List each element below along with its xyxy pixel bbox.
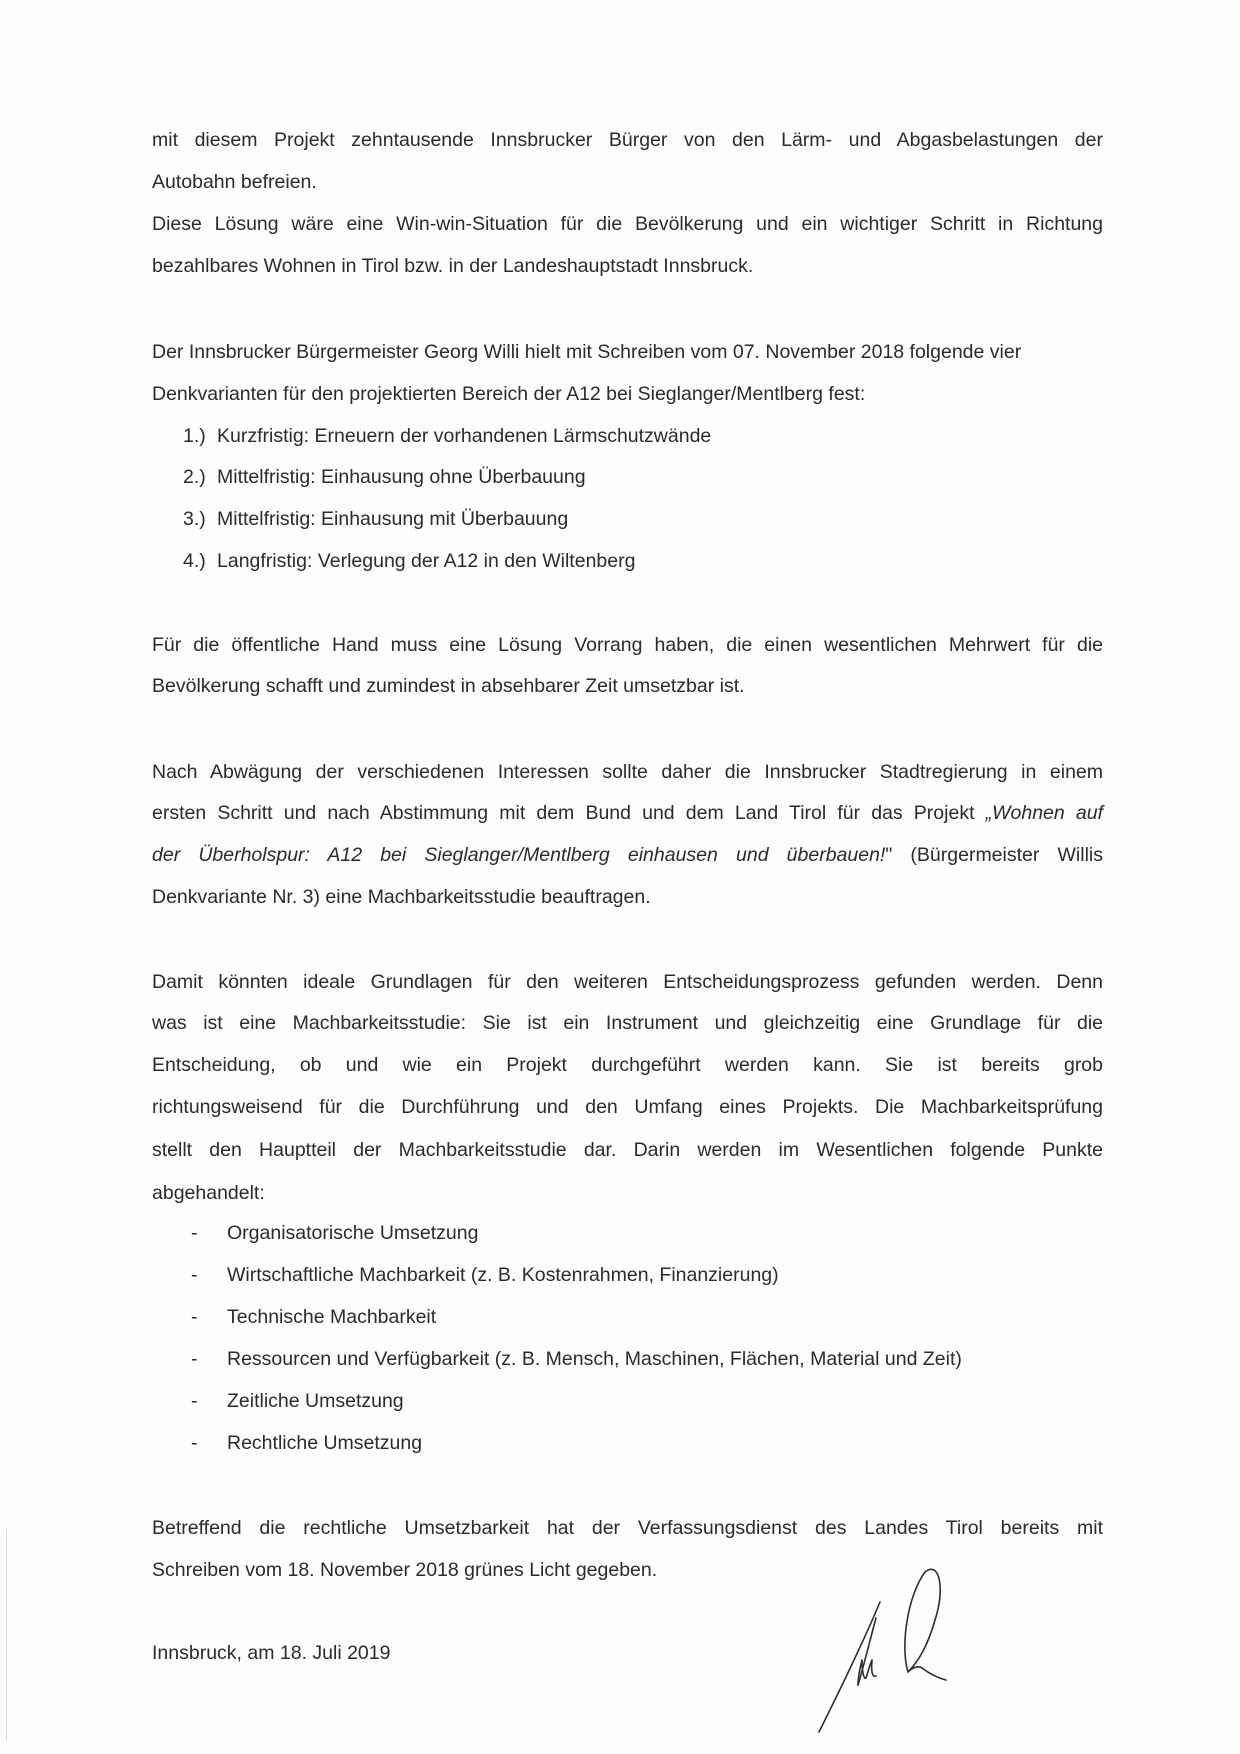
intro-line-1: mit diesem Projekt zehntausende Innsbrucker Bürger von den Lärm- und Abgasbelastungen der bbox=[152, 129, 1103, 151]
decision-line-1: Nach Abwägung der verschiedenen Interessen sollte daher die Innsbrucker Stadtregierung in einem bbox=[152, 761, 1103, 783]
feasibility-line-4: richtungsweisend für die Durchführung und den Umfang eines Projekts. Die Machbarkeitsprüfung bbox=[152, 1096, 1103, 1118]
feasibility-line-6: abgehandelt: bbox=[152, 1182, 265, 1204]
intro-line-2: Autobahn befreien. bbox=[152, 171, 317, 193]
legal-line-2: Schreiben vom 18. November 2018 grünes Licht gegeben. bbox=[152, 1559, 658, 1581]
feasibility-line-1: Damit könnten ideale Grundlagen für den weiteren Entscheidungsprozess gefunden werden. Denn bbox=[152, 971, 1103, 993]
decision-line-2-plain: ersten Schritt und nach Abstimmung mit dem Bund und dem Land Tirol für das Projekt bbox=[152, 802, 986, 824]
project-title-start: „Wohnen auf bbox=[985, 802, 1103, 824]
mayor-line-1: Der Innsbrucker Bürgermeister Georg Willi hielt mit Schreiben vom 07. November 2018 folgende vier bbox=[152, 341, 1022, 363]
variant-number: 4.) bbox=[183, 550, 206, 572]
point-item: Wirtschaftliche Machbarkeit (z. B. Kostenrahmen, Finanzierung) bbox=[227, 1264, 779, 1286]
place-date: Innsbruck, am 18. Juli 2019 bbox=[152, 1642, 391, 1664]
feasibility-line-2: was ist eine Machbarkeitsstudie: Sie ist ein Instrument und gleichzeitig eine Grundlage für die bbox=[152, 1012, 1103, 1034]
intro-line-3: Diese Lösung wäre eine Win-win-Situation für die Bevölkerung und ein wichtiger Schritt in Richtung bbox=[152, 213, 1103, 235]
scan-artifact-line bbox=[6, 1530, 7, 1740]
variant-text: Mittelfristig: Einhausung ohne Überbauung bbox=[217, 466, 586, 488]
point-item: Zeitliche Umsetzung bbox=[227, 1390, 404, 1412]
variant-number: 1.) bbox=[183, 425, 206, 447]
feasibility-line-3: Entscheidung, ob und wie ein Projekt durchgeführt werden kann. Sie ist bereits grob bbox=[152, 1054, 1103, 1076]
dash-bullet-icon: - bbox=[191, 1264, 198, 1286]
mayor-line-2: Denkvarianten für den projektierten Bereich der A12 bei Sieglanger/Mentlberg fest: bbox=[152, 383, 866, 405]
public-line-1: Für die öffentliche Hand muss eine Lösung Vorrang haben, die einen wesentlichen Mehrwert für die bbox=[152, 634, 1103, 656]
dash-bullet-icon: - bbox=[191, 1306, 198, 1328]
dash-bullet-icon: - bbox=[191, 1348, 198, 1370]
decision-line-2 bbox=[152, 800, 1103, 826]
dash-bullet-icon: - bbox=[191, 1432, 198, 1454]
point-item: Rechtliche Umsetzung bbox=[227, 1432, 423, 1454]
decision-line-3-plain: " (Bürgermeister Willis bbox=[885, 844, 1103, 866]
point-item: Ressourcen und Verfügbarkeit (z. B. Mensch, Maschinen, Flächen, Material und Zeit) bbox=[227, 1348, 962, 1370]
project-title-end: der Überholspur: A12 bei Sieglanger/Mentlberg einhausen und überbauen! bbox=[152, 844, 886, 866]
dash-bullet-icon: - bbox=[191, 1222, 198, 1244]
feasibility-line-5: stellt den Hauptteil der Machbarkeitsstudie dar. Darin werden im Wesentlichen folgende Punkte bbox=[152, 1139, 1103, 1161]
variant-text: Kurzfristig: Erneuern der vorhandenen Lärmschutzwände bbox=[217, 425, 712, 447]
variant-number: 3.) bbox=[183, 508, 206, 530]
variant-text: Langfristig: Verlegung der A12 in den Wiltenberg bbox=[217, 550, 636, 572]
variant-number: 2.) bbox=[183, 466, 206, 488]
legal-line-1: Betreffend die rechtliche Umsetzbarkeit hat der Verfassungsdienst des Landes Tirol bereits mit bbox=[152, 1517, 1103, 1539]
decision-line-4: Denkvariante Nr. 3) eine Machbarkeitsstudie beauftragen. bbox=[152, 886, 651, 908]
point-item: Organisatorische Umsetzung bbox=[227, 1222, 479, 1244]
point-item: Technische Machbarkeit bbox=[227, 1306, 437, 1328]
variant-text: Mittelfristig: Einhausung mit Überbauung bbox=[217, 508, 569, 530]
intro-line-4: bezahlbares Wohnen in Tirol bzw. in der Landeshauptstadt Innsbruck. bbox=[152, 255, 754, 277]
signature-icon bbox=[800, 1550, 980, 1750]
decision-line-3 bbox=[152, 842, 1103, 868]
dash-bullet-icon: - bbox=[191, 1390, 198, 1412]
public-line-2: Bevölkerung schafft und zumindest in absehbarer Zeit umsetzbar ist. bbox=[152, 675, 745, 697]
